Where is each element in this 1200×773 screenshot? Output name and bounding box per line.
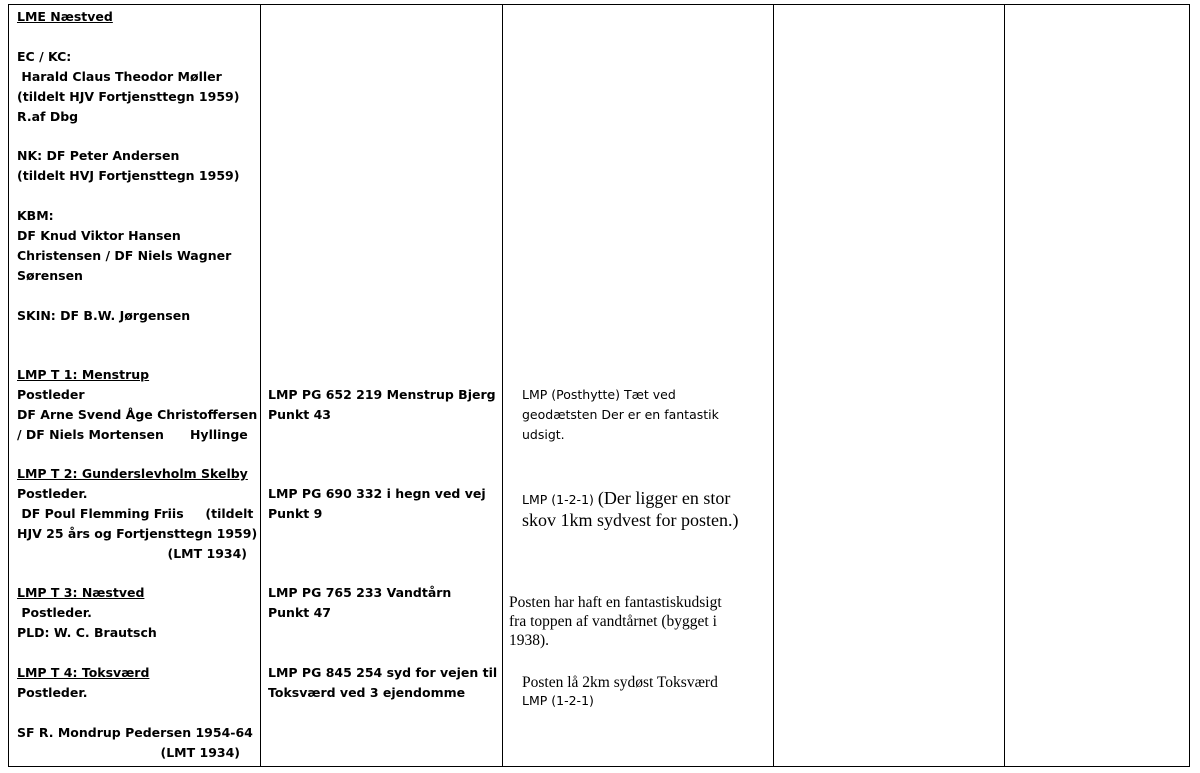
column-divider-1 <box>260 5 261 766</box>
t2-role: Postleder. <box>17 486 88 501</box>
t2-note-line-2: skov 1km sydvest for posten.) <box>522 510 739 530</box>
t4-lmt: (LMT 1934) <box>160 745 240 760</box>
t2-line-3: (LMT 1934) <box>167 546 247 561</box>
t2-line-2: HJV 25 års og Fortjensttegn 1959) <box>17 526 258 541</box>
t3-pld: PLD: W. C. Brautsch <box>17 625 157 640</box>
t2-line-1: DF Poul Flemming Friis (tildelt <box>17 506 254 521</box>
kbm-label: KBM: <box>17 208 54 223</box>
column-divider-3 <box>773 5 774 766</box>
t4-pg-line-2: Toksværd ved 3 ejendomme <box>268 685 466 700</box>
t1-note-line-1: LMP (Posthytte) Tæt ved <box>522 387 676 402</box>
t1-pg-line-1: LMP PG 652 219 Menstrup Bjerg <box>268 387 496 402</box>
nk-note: (tildelt HVJ Fortjensttegn 1959) <box>17 168 240 183</box>
t1-pg-line-2: Punkt 43 <box>268 407 331 422</box>
t3-title: LMP T 3: Næstved <box>17 585 145 600</box>
t4-role: Postleder. <box>17 685 88 700</box>
column-divider-4 <box>1004 5 1005 766</box>
t3-role: Postleder. <box>17 605 92 620</box>
t2-note-prefix: LMP (1-2-1) <box>522 492 598 507</box>
t4-note-line-1: Posten lå 2km sydøst Toksværd <box>522 674 718 691</box>
t2-title: LMP T 2: Gunderslevholm Skelby <box>17 466 248 481</box>
t1-title: LMP T 1: Menstrup <box>17 367 150 382</box>
t1-line-2: / DF Niels Mortensen Hyllinge <box>17 427 248 442</box>
ec-rank: R.af Dbg <box>17 109 79 124</box>
t3-pg-line-2: Punkt 47 <box>268 605 331 620</box>
kbm-line-2: Christensen / DF Niels Wagner <box>17 248 232 263</box>
t3-note-line-2: fra toppen af vandtårnet (bygget i <box>509 613 717 630</box>
kbm-line-1: DF Knud Viktor Hansen <box>17 228 181 243</box>
t4-pg-line-1: LMP PG 845 254 syd for vejen til <box>268 665 498 680</box>
kbm-line-3: Sørensen <box>17 268 83 283</box>
nk-name: NK: DF Peter Andersen <box>17 148 180 163</box>
skin-name: SKIN: DF B.W. Jørgensen <box>17 308 191 323</box>
t3-note-line-3: 1938). <box>509 632 550 649</box>
ec-name: Harald Claus Theodor Møller <box>17 69 222 84</box>
t2-pg-line-1: LMP PG 690 332 i hegn ved vej <box>268 486 486 501</box>
t4-sf: SF R. Mondrup Pedersen 1954-64 <box>17 725 253 740</box>
column-divider-2 <box>502 5 503 766</box>
t1-role: Postleder <box>17 387 85 402</box>
section-header: LME Næstved <box>17 9 113 24</box>
t1-line-1: DF Arne Svend Åge Christoffersen <box>17 407 258 422</box>
t3-note-line-1: Posten har haft en fantastiskudsigt <box>509 594 722 611</box>
t3-pg-line-1: LMP PG 765 233 Vandtårn <box>268 585 452 600</box>
t1-note-line-3: udsigt. <box>522 427 565 442</box>
t1-note-line-2: geodætsten Der er en fantastik <box>522 407 719 422</box>
t4-title: LMP T 4: Toksværd <box>17 665 150 680</box>
t2-pg-line-2: Punkt 9 <box>268 506 323 521</box>
t2-note-line-1 <box>522 487 730 510</box>
ec-label: EC / KC: <box>17 49 72 64</box>
t2-note-text: (Der ligger en stor <box>597 488 731 508</box>
t4-note-line-2: LMP (1-2-1) <box>522 693 594 708</box>
ec-note: (tildelt HJV Fortjensttegn 1959) <box>17 89 240 104</box>
